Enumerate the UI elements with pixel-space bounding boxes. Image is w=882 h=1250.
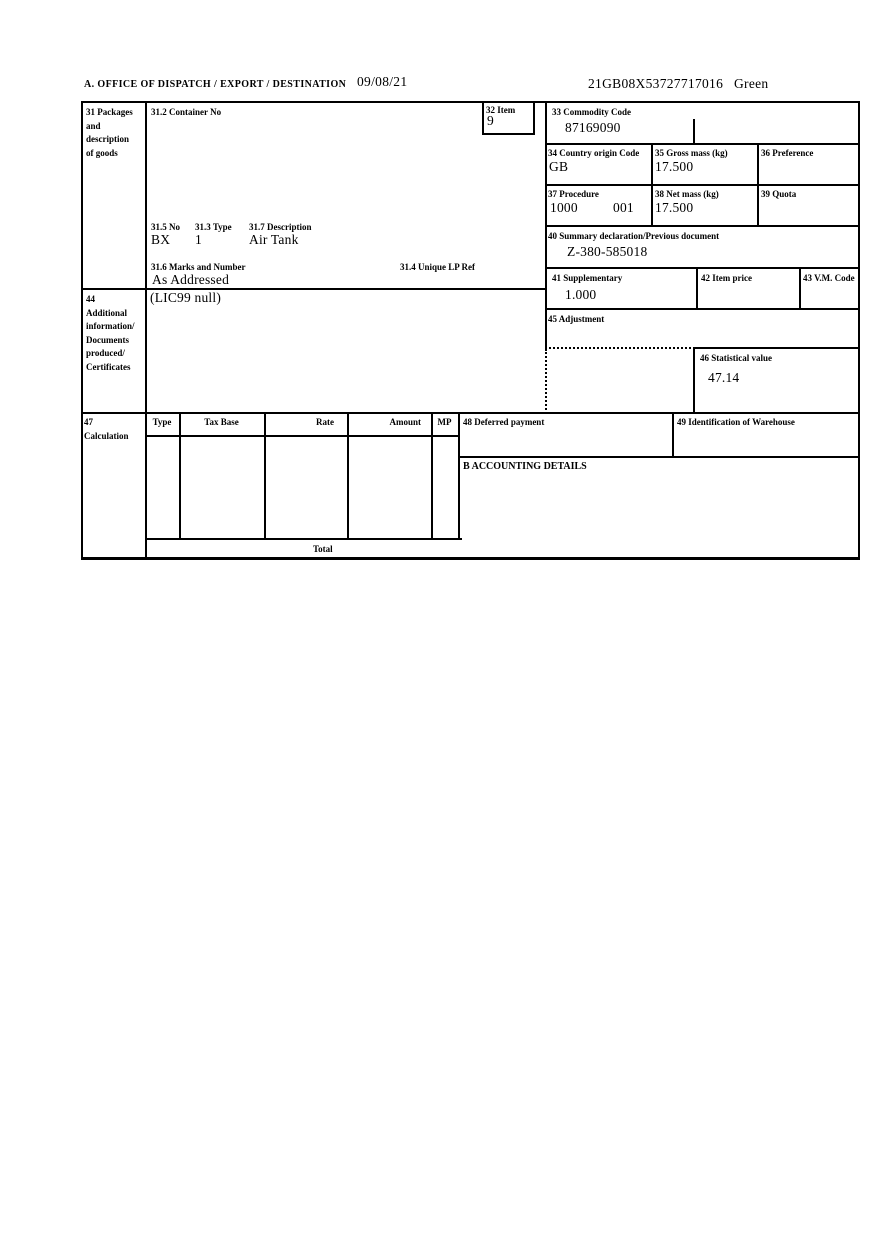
divider bbox=[179, 414, 181, 540]
commodity-code-value: 87169090 bbox=[565, 120, 621, 135]
sad-form-grid bbox=[81, 101, 860, 560]
calc-col-mp: MP bbox=[437, 417, 452, 427]
commodity-code-label: 33 Commodity Code bbox=[552, 107, 631, 117]
box44-label-line: Documents bbox=[86, 334, 129, 345]
divider bbox=[431, 414, 433, 540]
quota-label: 39 Quota bbox=[761, 189, 797, 199]
divider-dotted bbox=[545, 349, 547, 414]
country-origin-value: GB bbox=[549, 159, 569, 174]
additional-information-value: (LIC99 null) bbox=[150, 290, 222, 305]
net-mass-label: 38 Net mass (kg) bbox=[655, 189, 719, 199]
packages-type-value: 1 bbox=[195, 232, 202, 247]
supplementary-units-label: 41 Supplementary bbox=[552, 273, 623, 283]
calc-col-rate: Rate bbox=[316, 417, 334, 427]
unique-lp-ref-label: 31.4 Unique LP Ref bbox=[400, 262, 476, 272]
divider bbox=[693, 119, 695, 145]
declaration-number: 21GB08X53727717016 bbox=[588, 76, 724, 91]
gross-mass-label: 35 Gross mass (kg) bbox=[655, 148, 728, 158]
box47-label-line: 47 bbox=[84, 417, 93, 427]
box44-label-line: Certificates bbox=[86, 361, 131, 372]
divider bbox=[482, 133, 535, 135]
divider bbox=[458, 456, 858, 458]
procedure-value-extra: 001 bbox=[613, 200, 634, 215]
adjustment-label: 45 Adjustment bbox=[548, 314, 605, 324]
divider bbox=[696, 267, 698, 310]
divider bbox=[799, 267, 801, 310]
packages-description-label: 31.7 Description bbox=[249, 222, 312, 232]
packages-type-label: 31.3 Type bbox=[195, 222, 232, 232]
divider bbox=[347, 414, 349, 540]
calc-col-tax-base: Tax Base bbox=[204, 417, 239, 427]
divider bbox=[458, 414, 460, 540]
box47-label-line: Calculation bbox=[84, 430, 129, 441]
marks-numbers-label: 31.6 Marks and Number bbox=[151, 262, 246, 272]
packages-no-value: BX bbox=[151, 232, 171, 247]
divider bbox=[545, 225, 858, 227]
box44-label-line: produced/ bbox=[86, 348, 125, 358]
divider bbox=[545, 267, 858, 269]
divider bbox=[693, 347, 695, 414]
vm-code-label: 43 V.M. Code bbox=[803, 273, 855, 283]
calc-col-type: Type bbox=[152, 417, 172, 427]
divider bbox=[482, 103, 484, 135]
packages-description-value: Air Tank bbox=[249, 232, 299, 247]
container-no-label: 31.2 Container No bbox=[151, 107, 222, 117]
acceptance-date: 09/08/21 bbox=[357, 74, 408, 89]
office-of-dispatch-heading: A. OFFICE OF DISPATCH / EXPORT / DESTINATION bbox=[84, 79, 347, 90]
preference-label: 36 Preference bbox=[761, 148, 814, 158]
deferred-payment-label: 48 Deferred payment bbox=[463, 417, 545, 427]
divider bbox=[145, 103, 147, 414]
box44-label-line: 44 bbox=[86, 294, 95, 304]
divider-dotted bbox=[545, 347, 695, 349]
packages-no-label: 31.5 No bbox=[151, 222, 180, 232]
divider bbox=[672, 414, 674, 458]
supplementary-units-value: 1.000 bbox=[565, 287, 597, 302]
box31-label-line: of goods bbox=[86, 147, 118, 158]
warehouse-id-label: 49 Identification of Warehouse bbox=[677, 417, 795, 427]
divider bbox=[693, 347, 858, 349]
calc-col-amount: Amount bbox=[389, 417, 421, 427]
item-number-value: 9 bbox=[487, 113, 494, 128]
divider bbox=[545, 184, 858, 186]
summary-declaration-value: Z-380-585018 bbox=[567, 244, 648, 259]
box31-label-line: description bbox=[86, 134, 130, 144]
net-mass-value: 17.500 bbox=[655, 200, 694, 215]
box44-label-line: information/ bbox=[86, 321, 135, 331]
box44-label bbox=[86, 293, 144, 374]
box31-label-line: 31 Packages bbox=[86, 107, 133, 117]
box31-label bbox=[86, 106, 144, 160]
divider bbox=[264, 414, 266, 540]
procedure-value-main: 1000 bbox=[550, 200, 578, 215]
divider bbox=[545, 143, 858, 145]
gross-mass-value: 17.500 bbox=[655, 159, 694, 174]
marks-numbers-value: As Addressed bbox=[152, 272, 230, 287]
item-number-label: 32 Item bbox=[486, 105, 516, 115]
procedure-label: 37 Procedure bbox=[548, 189, 599, 199]
statistical-value-label: 46 Statistical value bbox=[700, 353, 772, 363]
routing-status: Green bbox=[734, 76, 769, 91]
country-origin-label: 34 Country origin Code bbox=[548, 148, 640, 158]
box44-label-line: Additional bbox=[86, 307, 128, 318]
divider bbox=[545, 308, 858, 310]
divider bbox=[145, 538, 462, 540]
divider bbox=[83, 412, 858, 414]
divider bbox=[533, 103, 535, 135]
statistical-value-value: 47.14 bbox=[708, 370, 740, 385]
box47-label bbox=[84, 416, 142, 443]
box31-label-line: and bbox=[86, 120, 101, 131]
calc-total-label: Total bbox=[313, 544, 333, 554]
accounting-details-heading: B ACCOUNTING DETAILS bbox=[463, 461, 587, 472]
summary-declaration-label: 40 Summary declaration/Previous document bbox=[548, 231, 720, 241]
divider bbox=[145, 435, 460, 437]
item-price-label: 42 Item price bbox=[701, 273, 752, 283]
